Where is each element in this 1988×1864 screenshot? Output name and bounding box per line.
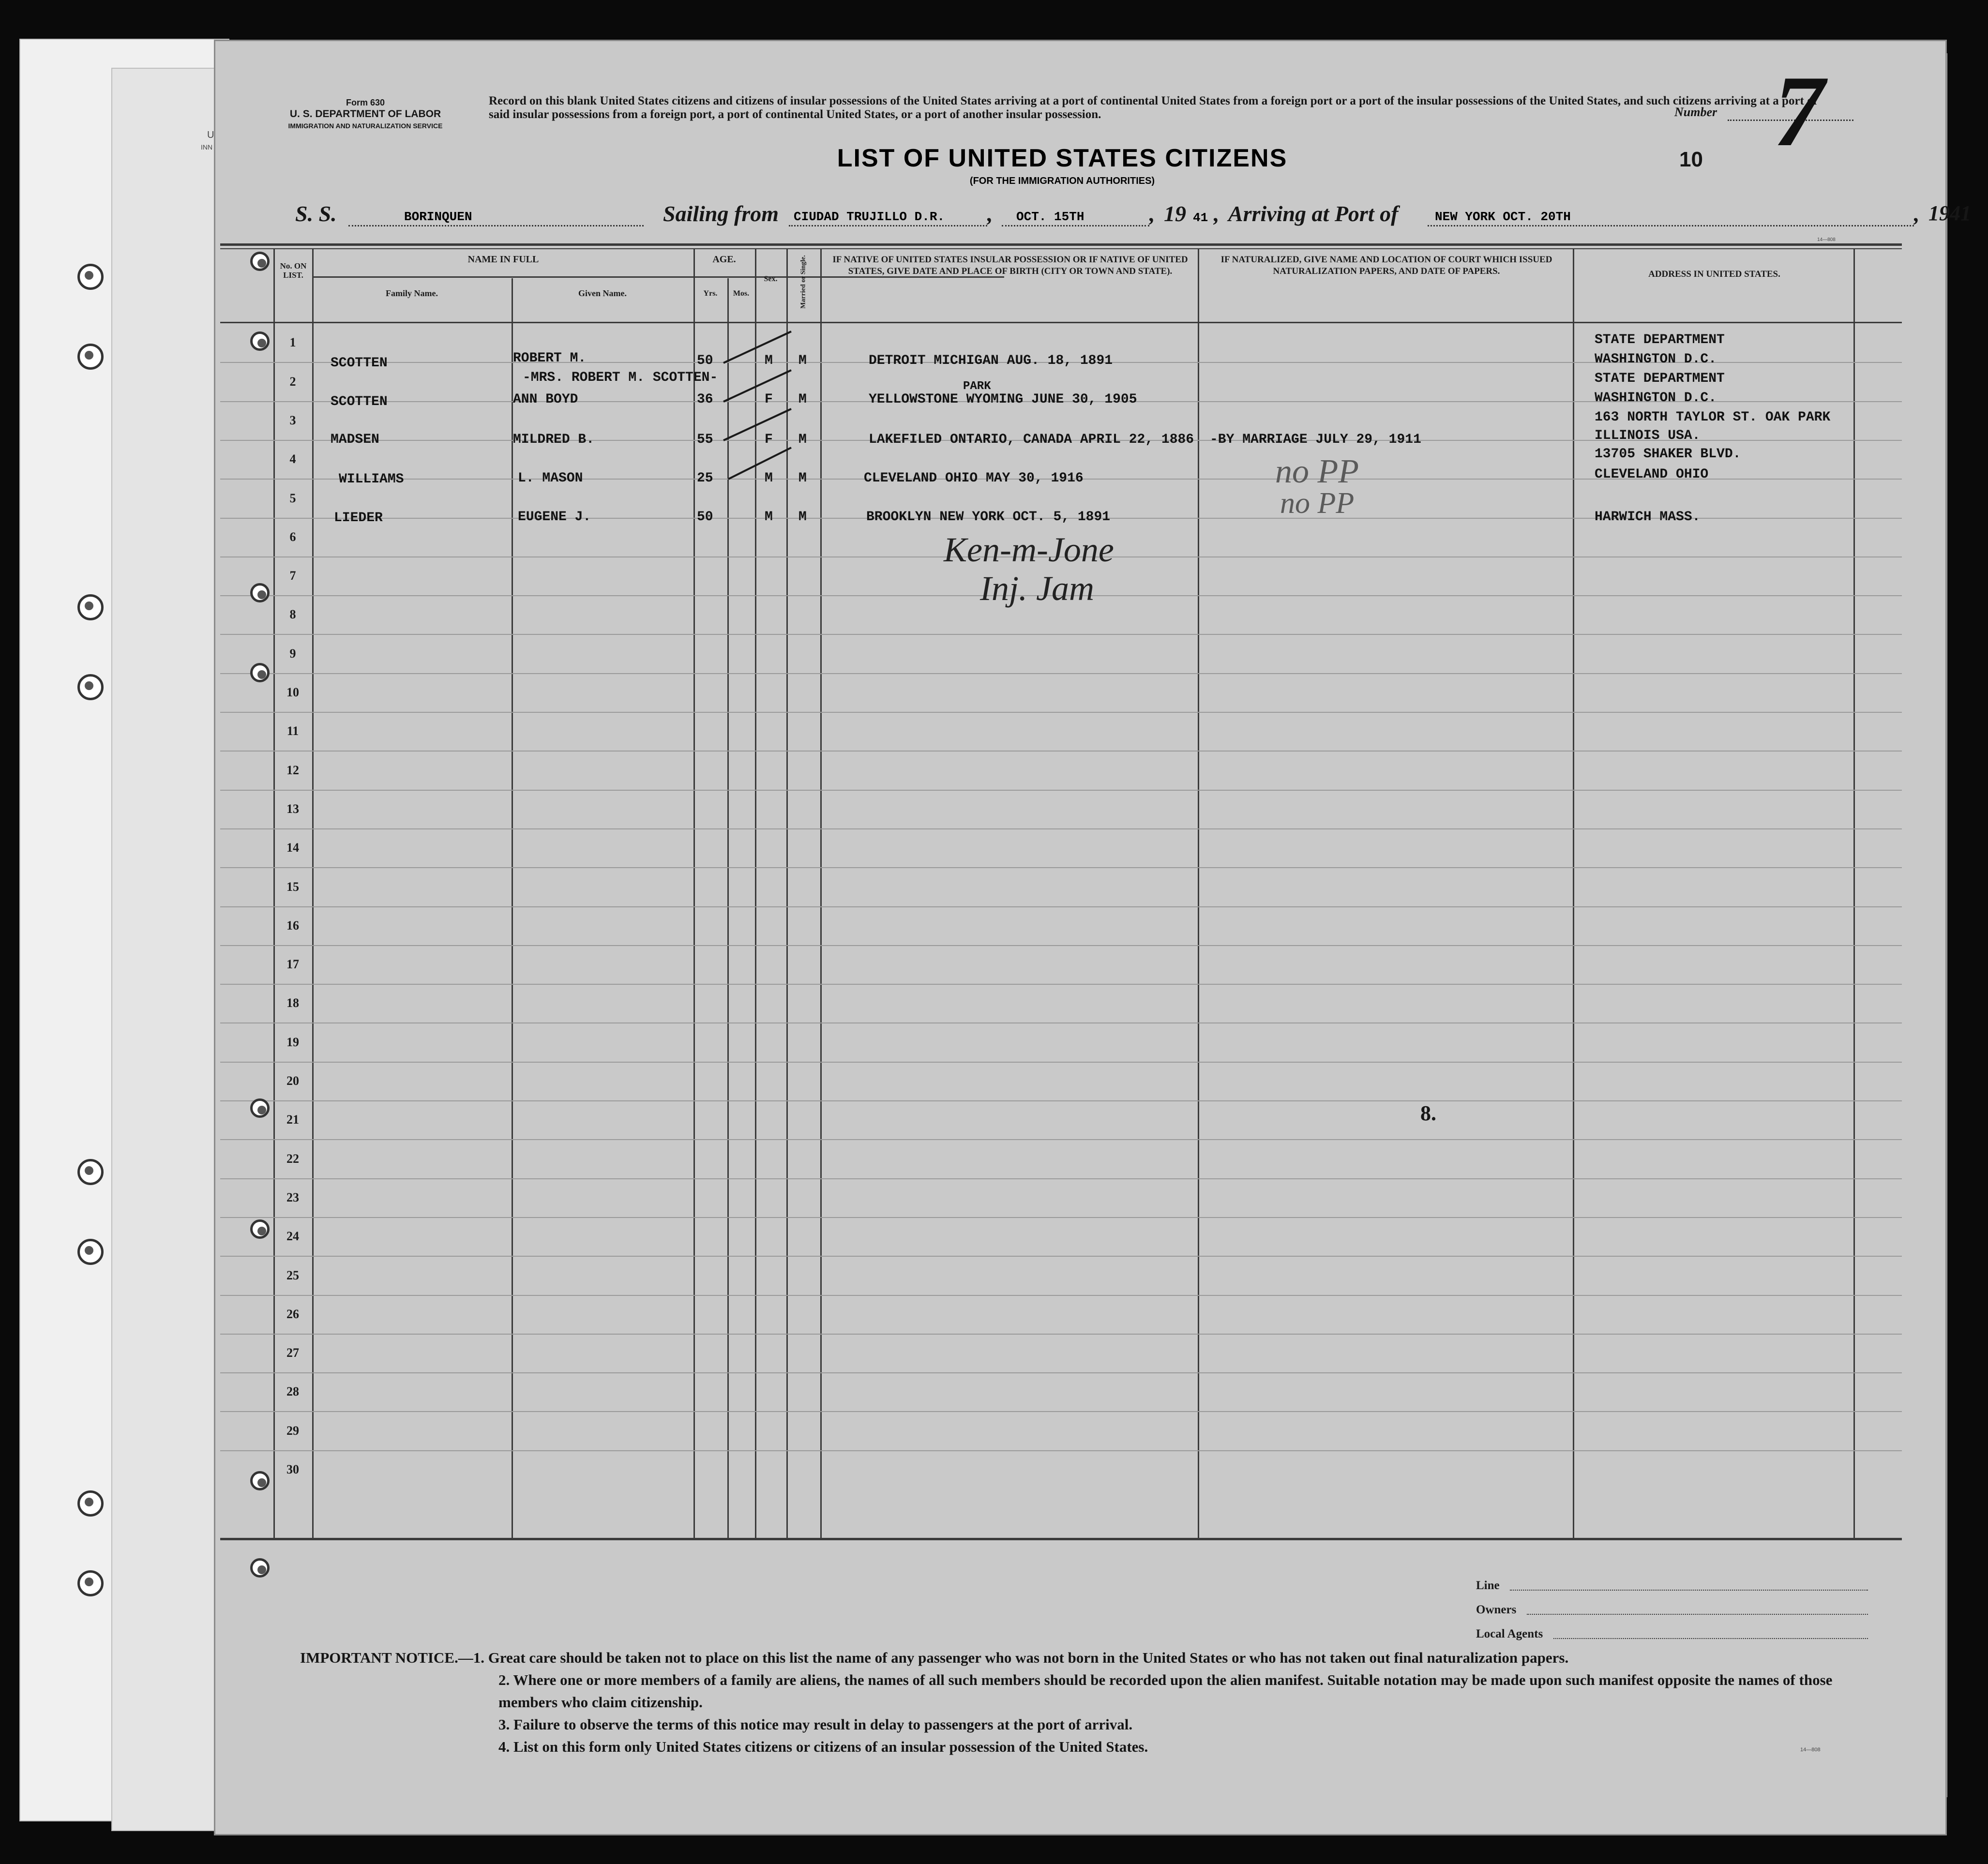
passenger-birth: CLEVELAND OHIO MAY 30, 1916	[864, 471, 1084, 486]
table-top-rule	[220, 243, 1902, 246]
passenger-sex: M	[765, 510, 773, 525]
local-agents-label: Local Agents	[1476, 1627, 1543, 1640]
row-number: 8	[289, 607, 296, 621]
department-name: U. S. DEPARTMENT OF LABOR	[289, 108, 441, 120]
tick-mark	[723, 409, 791, 440]
notice-heading: IMPORTANT NOTICE.—	[300, 1649, 473, 1666]
punch-hole-icon	[250, 1219, 270, 1239]
important-notice	[300, 1647, 1873, 1758]
row-rule	[220, 1295, 1902, 1296]
form-title: LIST OF UNITED STATES CITIZENS	[837, 144, 1288, 172]
notice-row	[300, 1669, 1873, 1714]
row-number: 19	[286, 1035, 299, 1049]
row-number: 12	[286, 763, 299, 777]
passenger-birth: DETROIT MICHIGAN AUG. 18, 1891	[869, 353, 1113, 368]
row-number: 27	[286, 1346, 299, 1360]
row-rule	[220, 1450, 1902, 1451]
passenger-address-2: ILLINOIS USA.	[1595, 428, 1701, 443]
local-agents-field	[1553, 1638, 1868, 1639]
arrival-port-date: NEW YORK OCT. 20TH	[1435, 210, 1571, 224]
form-subtitle: (FOR THE IMMIGRATION AUTHORITIES)	[969, 176, 1155, 186]
passenger-birth: BROOKLYN NEW YORK OCT. 5, 1891	[866, 510, 1111, 525]
passenger-address-2: WASHINGTON D.C.	[1595, 352, 1717, 367]
comma-separator: ,	[1914, 201, 1920, 226]
arriving-label: Arriving at Port of	[1228, 201, 1399, 226]
punch-hole-icon	[250, 1098, 270, 1118]
notice-row	[300, 1647, 1873, 1669]
number-label: Number	[1674, 105, 1717, 119]
passenger-age-yrs: 50	[697, 353, 713, 368]
punch-hole-icon	[77, 264, 104, 290]
row-rule	[220, 867, 1902, 868]
passenger-marital: M	[798, 471, 807, 486]
row-rule	[220, 984, 1902, 985]
mark-8: 8.	[1420, 1101, 1436, 1125]
row-rule	[220, 751, 1902, 752]
handwritten-no-pp-1: no PP	[1275, 453, 1359, 490]
row-rule	[220, 945, 1902, 946]
ship-field-line	[348, 225, 644, 226]
row-number: 26	[286, 1307, 299, 1321]
passenger-age-yrs: 50	[697, 510, 713, 525]
passenger-address-1: 13705 SHAKER BLVD.	[1595, 447, 1741, 462]
tick-mark	[723, 331, 791, 363]
notice-row	[300, 1714, 1873, 1736]
col-line-end	[1853, 248, 1855, 1538]
comma-separator: ,	[987, 201, 993, 226]
row-number: 9	[289, 646, 296, 661]
owners-label: Owners	[1476, 1603, 1517, 1616]
notice-row	[300, 1736, 1873, 1758]
col-line-address	[1573, 248, 1574, 1538]
row-number: 16	[286, 918, 299, 932]
row-number: 6	[289, 530, 296, 544]
passenger-sex: M	[765, 471, 773, 486]
passenger-sex: M	[765, 353, 773, 368]
col-line-naturalized	[1198, 248, 1199, 1538]
header-name-in-full: NAME IN FULL	[467, 254, 539, 265]
row-number: 4	[289, 452, 296, 466]
row-rule	[220, 1334, 1902, 1335]
header-married: Married or Single.	[799, 255, 807, 309]
service-name: IMMIGRATION AND NATURALIZATION SERVICE	[288, 122, 443, 130]
owners-field	[1527, 1614, 1868, 1615]
year-prefix: 19	[1164, 201, 1186, 226]
col-line-birth	[820, 248, 822, 1538]
from-date-field-line	[1002, 225, 1149, 226]
passenger-given-name: ROBERT M.	[513, 351, 587, 366]
row2-park-insert: PARK	[963, 380, 991, 393]
notice-item-text: Failure to observe the terms of this notice may result in delay to passengers at the port of arrival.	[513, 1716, 1133, 1733]
passenger-sex: F	[765, 432, 773, 447]
row-rule	[220, 634, 1902, 635]
row-number: 14	[286, 841, 299, 855]
punch-hole-icon	[77, 344, 104, 370]
handwritten-no-pp-2: no PP	[1280, 487, 1355, 520]
header-age: AGE.	[712, 254, 736, 265]
handwritten-signature-1: Ken-m-Jone	[944, 530, 1114, 569]
row-rule	[220, 1139, 1902, 1140]
sailing-from-label: Sailing from	[663, 201, 779, 226]
header-mos: Mos.	[733, 289, 750, 298]
punch-hole-icon	[250, 252, 270, 271]
form-number: Form 630	[346, 98, 385, 107]
row-number: 2	[289, 375, 296, 389]
row-rule	[220, 673, 1902, 674]
row-number: 28	[286, 1384, 299, 1398]
header-family-name: Family Name.	[386, 288, 438, 298]
header-no: No. ON LIST.	[280, 261, 307, 280]
row-number: 17	[286, 957, 299, 971]
row2-note: -MRS. ROBERT M. SCOTTEN-	[523, 370, 718, 385]
arrival-year: 1941	[1928, 201, 1971, 225]
row-number: 13	[286, 802, 299, 816]
manifest-sheet	[215, 41, 1971, 1834]
row-number: 5	[289, 491, 296, 505]
side-mark-u: U	[207, 130, 214, 140]
header-given-name: Given Name.	[578, 288, 627, 298]
row-rule	[220, 1178, 1902, 1179]
row-number: 20	[286, 1074, 299, 1088]
passenger-address-1: STATE DEPARTMENT	[1595, 371, 1725, 386]
form-instructions: Record on this blank United States citizens and citizens of insular possessions of the United States arriving at a port of continental United States from a foreign port or a port of the insular possessions of the United States, and such citizens arriving at a port of said insular possessions from a foreign port, a port of continental United States, or a port of another insular possession.	[489, 94, 1817, 121]
passenger-age-yrs: 25	[697, 471, 713, 486]
header-naturalized: IF NATURALIZED, GIVE NAME AND LOCATION OF COURT WHICH ISSUED NATURALIZATION PAPERS, AND DATE OF PAPERS.	[1220, 255, 1552, 276]
row-number: 7	[289, 569, 296, 583]
from-date: OCT. 15TH	[1016, 210, 1084, 224]
passenger-marital: M	[798, 432, 807, 447]
passenger-address-1: 163 NORTH TAYLOR ST. OAK PARK	[1595, 410, 1831, 425]
row-rule	[220, 828, 1902, 829]
passenger-marital: M	[798, 392, 807, 407]
punch-hole-icon	[77, 1570, 104, 1596]
row-rule	[220, 712, 1902, 713]
row-number: 1	[289, 335, 296, 349]
row-number: 25	[286, 1268, 299, 1282]
passenger-birth: LAKEFILED ONTARIO, CANADA APRIL 22, 1886	[869, 432, 1194, 447]
row-rule	[220, 1411, 1902, 1412]
passenger-age-yrs: 55	[697, 432, 713, 447]
table-bottom-rule	[220, 1538, 1902, 1540]
passenger-given-name: ANN BOYD	[513, 392, 578, 407]
row-number: 11	[286, 724, 299, 738]
passenger-family-name: LIEDER	[334, 511, 383, 526]
line-label: Line	[1476, 1579, 1500, 1592]
header-sex: Sex.	[764, 275, 778, 283]
row-number: 30	[286, 1462, 299, 1476]
header-address: ADDRESS IN UNITED STATES.	[1648, 269, 1780, 279]
passenger-marital: M	[798, 353, 807, 368]
col-line-no	[273, 248, 275, 1538]
ship-name: BORINQUEN	[404, 210, 472, 224]
from-port: CIUDAD TRUJILLO D.R.	[794, 210, 945, 224]
row-rule	[220, 906, 1902, 907]
header-married-wrap	[786, 254, 820, 317]
handwritten-number: 7	[1774, 55, 1824, 167]
ss-label: S. S.	[295, 201, 337, 226]
from-port-field-line	[789, 225, 987, 226]
row-rule	[220, 1256, 1902, 1257]
passenger-family-name: WILLIAMS	[339, 472, 404, 487]
tick-mark	[723, 370, 791, 402]
row-number: 3	[289, 413, 296, 427]
row-number: 18	[286, 996, 299, 1010]
line-field	[1510, 1590, 1868, 1591]
passenger-naturalized: -BY MARRIAGE JULY 29, 1911	[1210, 432, 1421, 447]
passenger-address-1: STATE DEPARTMENT	[1595, 332, 1725, 347]
arrival-field-line	[1428, 225, 1914, 226]
row-rule	[220, 1217, 1902, 1218]
punch-hole-icon	[250, 1471, 270, 1490]
notice-item-text: Where one or more members of a family are aliens, the names of all such members should be recorded upon the alien manifest. Suitable notation may be made upon such manifest opposite the names of those members who claim citizenship.	[498, 1671, 1833, 1711]
passenger-marital: M	[798, 510, 807, 525]
passenger-family-name: SCOTTEN	[331, 356, 388, 371]
punch-hole-icon	[77, 1239, 104, 1265]
row-rule	[220, 1022, 1902, 1023]
row-number: 24	[286, 1229, 299, 1243]
row-number: 15	[286, 880, 299, 894]
notice-item-text: Great care should be taken not to place on this list the name of any passenger who was not born in the United States or who has not taken out final naturalization papers.	[488, 1649, 1569, 1666]
header-yrs: Yrs.	[703, 289, 718, 298]
row-number: 21	[286, 1112, 299, 1127]
tick-mark	[728, 448, 791, 479]
page-number: 10	[1679, 148, 1703, 171]
punch-hole-icon	[77, 594, 104, 620]
comma-separator: ,	[1149, 201, 1155, 226]
punch-hole-icon	[77, 1490, 104, 1517]
row-rule	[220, 1372, 1902, 1373]
punch-hole-icon	[250, 1558, 270, 1578]
handwritten-signature-2: Inj. Jam	[980, 569, 1094, 608]
row-number: 22	[286, 1152, 299, 1166]
comma-separator: ,	[1214, 201, 1220, 226]
passenger-given-name: EUGENE J.	[518, 510, 591, 525]
printer-mark-bottom: 14—808	[1800, 1747, 1821, 1753]
row-number: 29	[286, 1424, 299, 1438]
col-line-age	[693, 248, 695, 1538]
passenger-given-name: L. MASON	[518, 471, 583, 486]
department-block	[273, 97, 457, 132]
row-number: 10	[286, 685, 299, 699]
notice-item-number: 2.	[498, 1671, 510, 1688]
passenger-age-yrs: 36	[697, 392, 713, 407]
punch-hole-icon	[250, 331, 270, 351]
passenger-family-name: MADSEN	[331, 432, 379, 447]
side-mark-inn: INN	[201, 143, 213, 151]
row-rule	[220, 1100, 1902, 1101]
punch-hole-icon	[77, 1159, 104, 1185]
notice-item-text: List on this form only United States citizens or citizens of an insular possession of the United States.	[513, 1738, 1148, 1755]
header-birth: IF NATIVE OF UNITED STATES INSULAR POSSESSION OR IF NATIVE OF UNITED STATES, GIVE DATE AND PLACE OF BIRTH (CITY OR TOWN AND STATE).	[832, 255, 1188, 276]
passenger-address-2: CLEVELAND OHIO	[1595, 467, 1709, 482]
row-rule	[220, 1062, 1902, 1063]
passenger-address-2: HARWICH MASS.	[1595, 510, 1701, 525]
notice-item-number: 1.	[473, 1649, 484, 1666]
row-number: 23	[286, 1190, 299, 1204]
punch-hole-icon	[250, 663, 270, 682]
col-line-family	[312, 248, 314, 1538]
passenger-address-2: WASHINGTON D.C.	[1595, 391, 1717, 406]
row-rule	[220, 790, 1902, 791]
ditto-tick-marks	[719, 327, 796, 511]
passenger-birth: YELLOWSTONE WYOMING JUNE 30, 1905	[869, 392, 1137, 407]
passenger-given-name: MILDRED B.	[513, 432, 595, 447]
punch-hole-icon	[77, 674, 104, 700]
punch-hole-icon	[250, 583, 270, 602]
notice-item-number: 4.	[498, 1738, 510, 1755]
col-line-given	[512, 278, 513, 1538]
notice-item-number: 3.	[498, 1716, 510, 1733]
header-bottom-rule	[220, 322, 1902, 323]
passenger-family-name: SCOTTEN	[331, 394, 388, 409]
table-top-rule-thin	[220, 248, 1902, 249]
passenger-sex: F	[765, 392, 773, 407]
printer-mark-top: 14—808	[1817, 237, 1836, 242]
year-suffix: 41	[1193, 210, 1208, 225]
